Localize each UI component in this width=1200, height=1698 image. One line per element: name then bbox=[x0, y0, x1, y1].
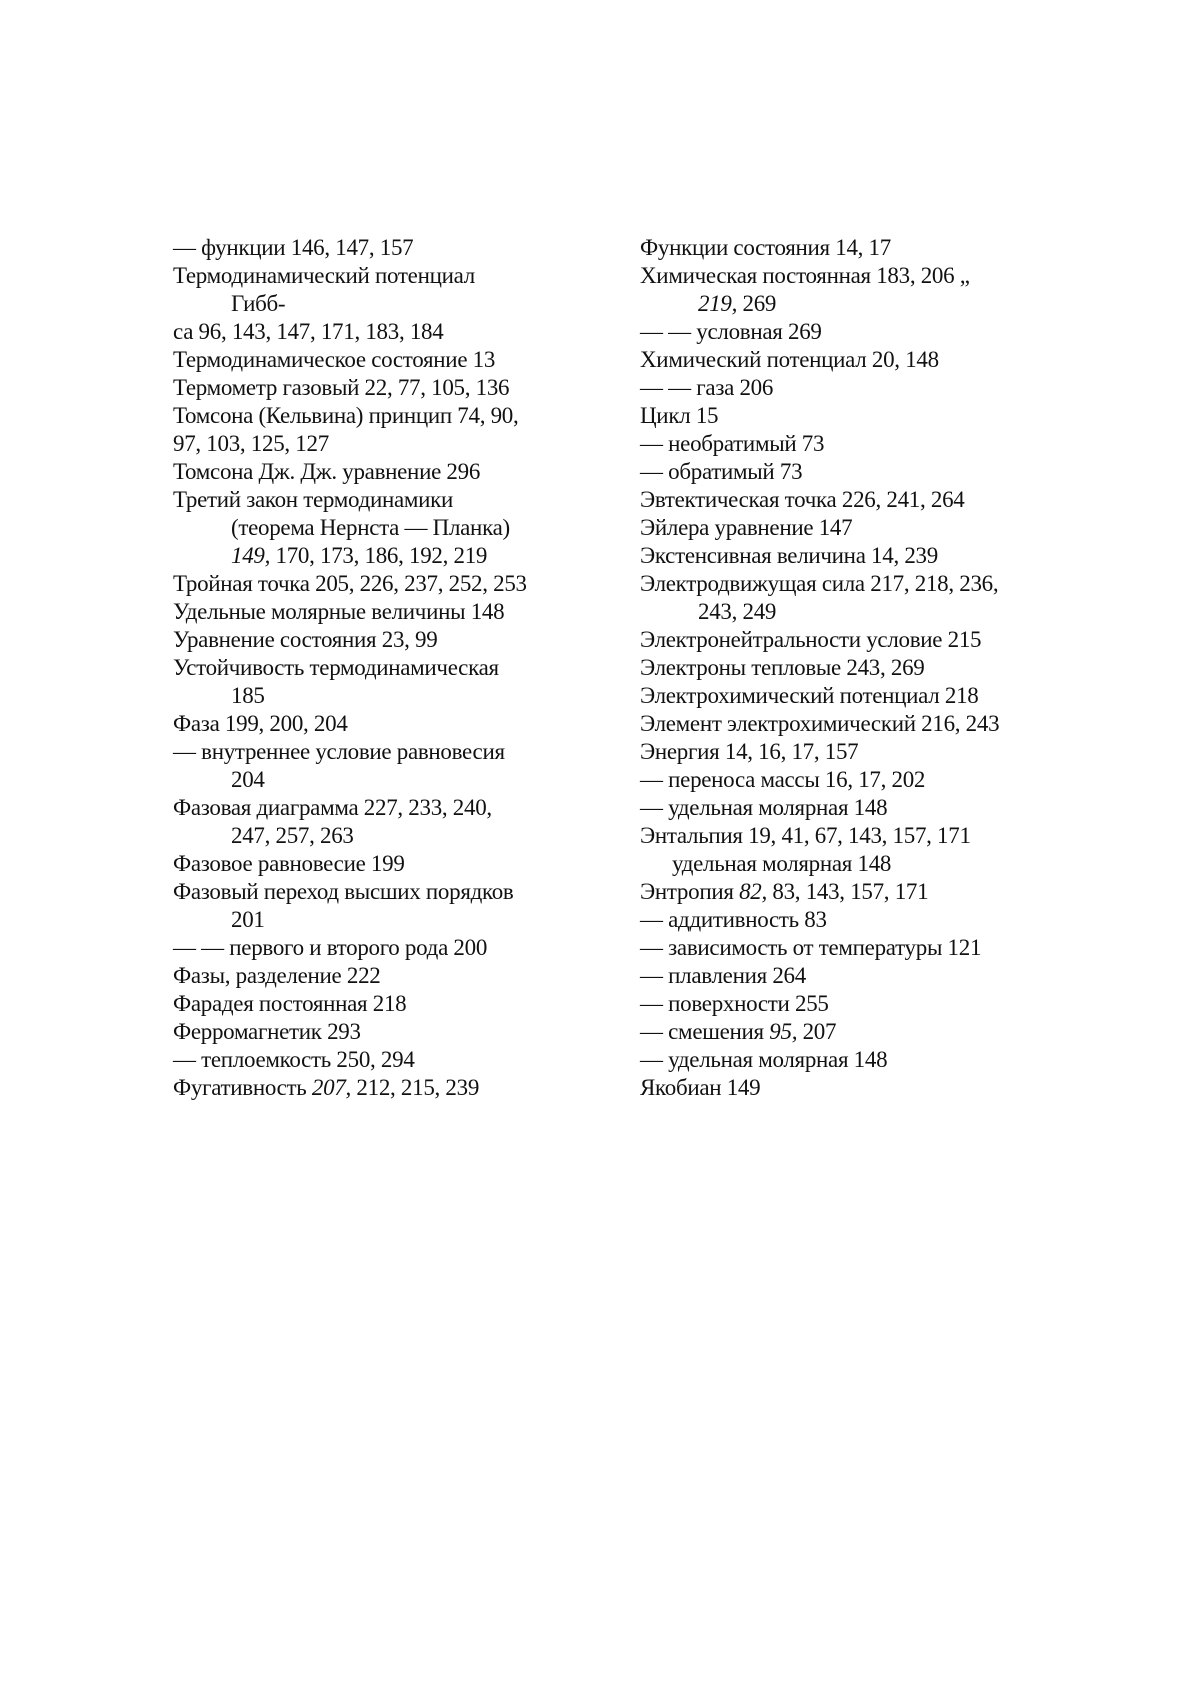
index-entry: Фаза 199, 200, 204 bbox=[173, 711, 348, 736]
index-entry: — — условная 269 bbox=[640, 319, 822, 344]
index-entry: — аддитивность 83 bbox=[640, 907, 827, 932]
index-entry: Фарадея постоянная 218 bbox=[173, 991, 407, 1016]
index-entry: — зависимость от температуры 121 bbox=[640, 935, 982, 960]
index-entry: Тройная точка 205, 226, 237, 252, 253 bbox=[173, 571, 527, 596]
index-entry: са 96, 143, 147, 171, 183, 184 bbox=[173, 319, 444, 344]
index-entry: Энтропия 82, 83, 143, 157, 171 bbox=[640, 879, 929, 904]
index-entry: Фугативность 207, 212, 215, 239 bbox=[173, 1075, 480, 1100]
index-entry: 247, 257, 263 bbox=[231, 823, 354, 848]
index-entry: Электрохимический потенциал 218 bbox=[640, 683, 979, 708]
index-entry: Третий закон термодинамики bbox=[173, 487, 454, 512]
index-entry: (теорема Нернста — Планка) bbox=[231, 515, 510, 540]
index-entry: Уравнение состояния 23, 99 bbox=[173, 627, 438, 652]
index-entry: Термометр газовый 22, 77, 105, 136 bbox=[173, 375, 510, 400]
index-entry: Устойчивость термодинамическая bbox=[173, 655, 499, 680]
index-entry: Удельные молярные величины 148 bbox=[173, 599, 505, 624]
index-entry: — обратимый 73 bbox=[640, 459, 803, 484]
index-entry: Фазовая диаграмма 227, 233, 240, bbox=[173, 795, 492, 820]
index-entry: — удельная молярная 148 bbox=[640, 1047, 888, 1072]
index-entry: — поверхности 255 bbox=[640, 991, 829, 1016]
index-entry: — необратимый 73 bbox=[640, 431, 825, 456]
index-entry: Гибб- bbox=[231, 291, 286, 316]
index-entry: Цикл 15 bbox=[640, 403, 719, 428]
index-entry: 185 bbox=[231, 683, 265, 708]
index-entry: Термодинамический потенциал bbox=[173, 263, 475, 288]
index-entry: Ферромагнетик 293 bbox=[173, 1019, 361, 1044]
index-entry: Электроны тепловые 243, 269 bbox=[640, 655, 925, 680]
index-column-right bbox=[640, 234, 1060, 1102]
index-entry: Эвтектическая точка 226, 241, 264 bbox=[640, 487, 965, 512]
index-entry: 219, 269 bbox=[698, 291, 777, 316]
index-entry: — функции 146, 147, 157 bbox=[173, 235, 414, 260]
index-entry: 97, 103, 125, 127 bbox=[173, 431, 329, 456]
index-entry: Функции состояния 14, 17 bbox=[640, 235, 891, 260]
index-entry: — плавления 264 bbox=[640, 963, 806, 988]
index-entry: Элемент электрохимический 216, 243 bbox=[640, 711, 1000, 736]
index-entry: Термодинамическое состояние 13 bbox=[173, 347, 496, 372]
index-entry: Химический потенциал 20, 148 bbox=[640, 347, 939, 372]
index-entry: удельная молярная 148 bbox=[672, 851, 892, 876]
index-entry: Электронейтральности условие 215 bbox=[640, 627, 982, 652]
index-entry: — переноса массы 16, 17, 202 bbox=[640, 767, 926, 792]
index-entry: Томсона Дж. Дж. уравнение 296 bbox=[173, 459, 481, 484]
index-entry: Экстенсивная величина 14, 239 bbox=[640, 543, 938, 568]
index-entry: Фазовое равновесие 199 bbox=[173, 851, 405, 876]
index-entry: Эйлера уравнение 147 bbox=[640, 515, 853, 540]
index-entry: 243, 249 bbox=[698, 599, 777, 624]
index-entry: Фазовый переход высших порядков bbox=[173, 879, 514, 904]
index-entry: Энергия 14, 16, 17, 157 bbox=[640, 739, 859, 764]
index-entry: Фазы, разделение 222 bbox=[173, 963, 381, 988]
index-entry: — — газа 206 bbox=[640, 375, 774, 400]
index-entry: — смешения 95, 207 bbox=[640, 1019, 837, 1044]
index-entry: Энтальпия 19, 41, 67, 143, 157, 171 bbox=[640, 823, 971, 848]
index-column-left bbox=[173, 234, 593, 1102]
index-entry: — удельная молярная 148 bbox=[640, 795, 888, 820]
index-entry: 201 bbox=[231, 907, 265, 932]
index-entry: — — первого и второго рода 200 bbox=[173, 935, 488, 960]
index-entry: 149, 170, 173, 186, 192, 219 bbox=[231, 543, 488, 568]
index-entry: — теплоемкость 250, 294 bbox=[173, 1047, 415, 1072]
index-entry: Электродвижущая сила 217, 218, 236, bbox=[640, 571, 999, 596]
index-entry: — внутреннее условие равновесия bbox=[173, 739, 505, 764]
index-entry: 204 bbox=[231, 767, 265, 792]
index-entry: Химическая постоянная 183, 206 „ bbox=[640, 263, 970, 288]
index-entry: Якобиан 149 bbox=[640, 1075, 761, 1100]
index-entry: Томсона (Кельвина) принцип 74, 90, bbox=[173, 403, 519, 428]
